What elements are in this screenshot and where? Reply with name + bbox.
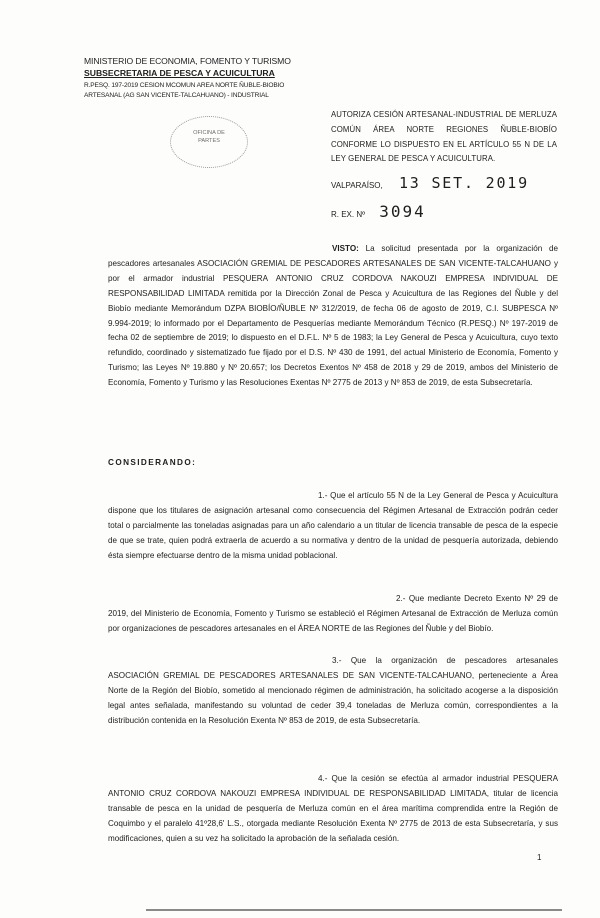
visto-paragraph (108, 242, 558, 391)
reference-line-1: R.PESQ. 197-2019 CESION MCOMUN AREA NORTE ÑUBLE-BIOBIO (84, 82, 285, 89)
scan-bottom-rule (146, 909, 562, 911)
reference-line-2: ARTESANAL (AG SAN VICENTE-TALCAHUANO) - INDUSTRIAL (84, 91, 269, 99)
place-label: VALPARAÍSO, (331, 181, 383, 190)
reference-code (84, 81, 291, 100)
stamp-text (170, 130, 248, 145)
considerando-item-2: 2.- Que mediante Decreto Exento Nº 29 de 2019, del Ministerio de Economía, Fomento y Turismo se estableció el Régimen Artesanal de Extracción de Merluza común por organizaciones de pescadores artesanales en el ÁREA NORTE de las Regiones del Ñuble y del Biobío. (108, 594, 558, 633)
stamp-line-1: OFICINA DE (193, 130, 225, 136)
considerando-item-4: 4.- Que la cesión se efectúa al armador industrial PESQUERA ANTONIO CRUZ CORDOVA NAKOUZI EMPRESA INDIVIDUAL DE RESPONSABILIDAD LIMITADA, titular de licencia transable de pesca en la unidad de pesquería de Merluza común en el área marítima comprendida entre la Región de Coquimbo y el paralelo 41º28,6' L.S., otorgada mediante Resolución Exenta Nº 2775 de 2013 de esta Subsecretaría, y sus modificaciones, quien a su vez ha solicitado la aprobación de la señalada cesión. (108, 774, 558, 843)
considerando-item-3: 3.- Que la organización de pescadores artesanales ASOCIACIÓN GREMIAL DE PESCADORES ARTESANALES DE SAN VICENTE-TALCAHUANO, perteneciente a Área Norte de la Región del Biobío, sometido al mencionado régimen de administración, ha solicitado acogerse a la disposición legal antes señalada, manifestando su voluntad de ceder 39,4 toneladas de Merluza común, correspondientes a la distribución contenida en la Resolución Exenta Nº 853 de 2019, de esta Subsecretaría. (108, 656, 558, 725)
subsecretaria-name: SUBSECRETARIA DE PESCA Y ACUICULTURA (84, 68, 275, 78)
stamp-line-2: PARTES (198, 137, 220, 144)
visto-text: La solicitud presentada por la organización de pescadores artesanales ASOCIACIÓN GREMIAL DE PESCADORES ARTESANALES DE SAN VICENTE-TALCAHUANO y por el armador industrial PESQUERA ANTONIO CRUZ CORDOVA NAKOUZI EMPRESA INDIVIDUAL DE RESPONSABILIDAD LIMITADA remitida por la Dirección Zonal de Pesca y Acuicultura de las Regiones del Ñuble y del Biobío mediante Memorándum DZPA BIOBÍO/ÑUBLE Nº 312/2019, de fecha 06 de agosto de 2019, C.I. SUBPESCA Nº 9.994-2019; lo informado por el Departamento de Pesquerías mediante Memorándum Técnico (R.PESQ.) Nº 197-2019 de fecha 02 de septiembre de 2019; lo dispuesto en el D.F.L. Nº 5 de 1983; la Ley General de Pesca y Acuicultura, cuyo texto refundido, coordinado y sistematizado fue fijado por el D.S. Nº 430 de 1991, del actual Ministerio de Economía, Fomento y Turismo; las Leyes Nº 19.880 y Nº 20.657; los Decretos Exentos Nº 458 de 2018 y 29 de 2019, ambos del Ministerio de Economía, Fomento y Turismo y las Resoluciones Exentas Nº 2775 de 2013 y Nº 853 de 2019, de esta Subsecretaría. (108, 244, 558, 388)
resolution-label: R. EX. Nº (331, 210, 366, 219)
resolution-date: 13 SET. 2019 (398, 174, 529, 192)
considerando-heading: CONSIDERANDO: (108, 458, 197, 467)
office-stamp (170, 116, 248, 168)
ministry-name: MINISTERIO DE ECONOMIA, FOMENTO Y TURISMO (84, 56, 291, 66)
resolution-number (331, 202, 426, 222)
considerando-item-1: 1.- Que el artículo 55 N de la Ley General de Pesca y Acuicultura dispone que los titulares de asignación artesanal como consecuencia del Régimen Artesanal de Extracción podrán ceder total o parcialmente las toneladas asignadas para un año calendario a un titular de licencia transable de pesca de la especie de que se trate, quien podrá extraerla de acuerdo a su normativa y dentro de la unidad de pesquería autorizada, debiendo ésta siempre efectuarse dentro de la misma unidad poblacional. (108, 491, 558, 560)
letterhead (84, 55, 291, 100)
resolution-number-value: 3094 (379, 202, 426, 221)
resolution-subject: AUTORIZA CESIÓN ARTESANAL-INDUSTRIAL DE MERLUZA COMÚN ÁREA NORTE REGIONES ÑUBLE-BIOBÍO CONFORME LO DISPUESTO EN EL ARTÍCULO 55 N DE LA LEY GENERAL DE PESCA Y ACUICULTURA. (331, 110, 557, 164)
place-date (331, 176, 529, 193)
page-number: 1 (537, 853, 542, 862)
visto-label: VISTO: (332, 244, 359, 253)
